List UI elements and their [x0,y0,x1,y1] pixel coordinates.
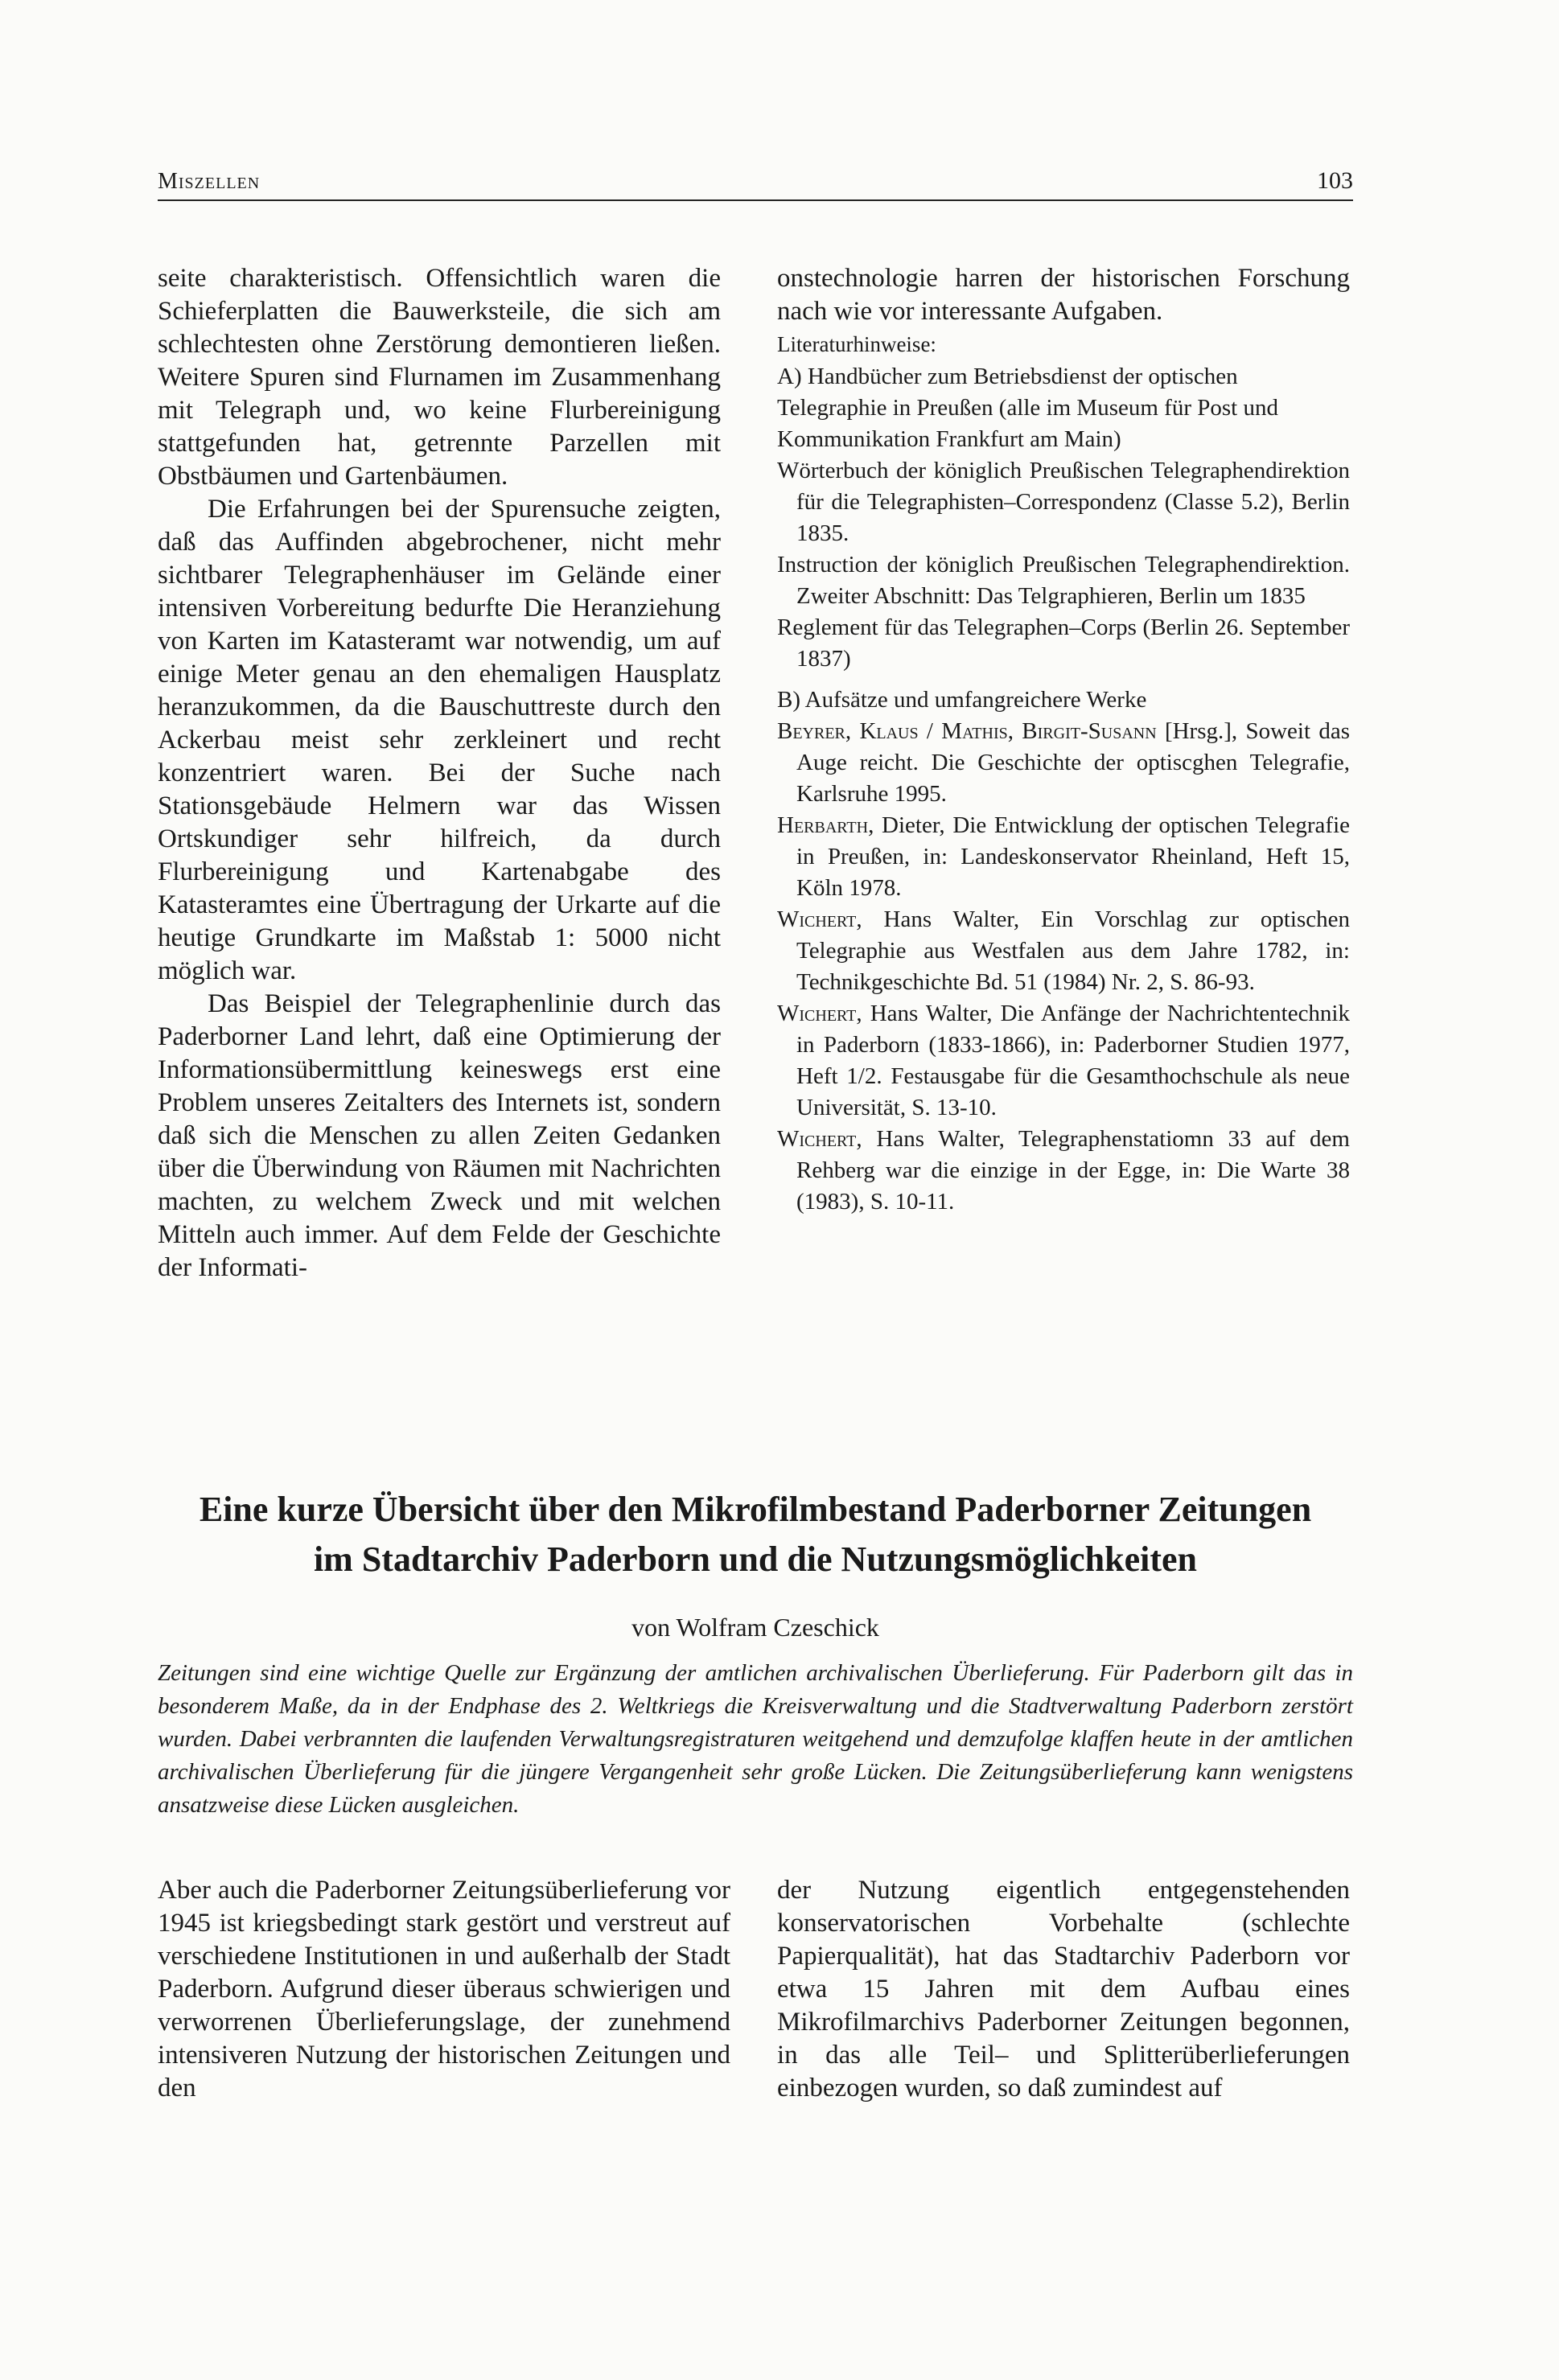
page-number: 103 [1317,167,1353,194]
reference-item [777,998,1350,1124]
reference-item [777,716,1350,810]
reference-item: Instruction der königlich Preußischen Telegraphendirektion. Zweiter Abschnitt: Das Telgraphieren, Berlin um 1835 [777,552,1350,609]
literature-heading: Literaturhinweise: [777,332,936,356]
reference-author: Wichert, [777,1126,862,1152]
reference-item: Wörterbuch der königlich Preußischen Telegraphendirektion für die Telegraphisten–Correspondenz (Classe 5.2), Berlin 1835. [777,458,1350,546]
article-title-line-1: Eine kurze Übersicht über den Mikrofilmbestand Paderborner Zeitungen [199,1490,1312,1529]
reference-item [777,810,1350,904]
reference-author: Herbarth, [777,812,874,838]
reference-author: Wichert, [777,906,862,932]
reference-item [777,1124,1350,1218]
paragraph: Das Beispiel der Telegraphenlinie durch das Paderborner Land lehrt, daß eine Optimierung der Informationsübermittlung keineswegs erst eine Problem unseres Zeitalters des Internets ist, sondern daß sich die Menschen zu allen Zeiten Gedanken über die Überwindung von Räumen mit Nachrichten machten, zu welchem Zweck und mit welchen Mitteln auch immer. Auf dem Felde der Geschichte der Informati- [158,989,721,1282]
reference-text: Dieter, Die Entwicklung der optischen Telegrafie in Preußen, in: Landeskonservator Rheinland, Heft 15, Köln 1978. [796,812,1350,901]
reference-text: [Hrsg.], Soweit das Auge reicht. Die Geschichte der optiscghen Telegrafie, Karlsruhe 1995. [796,718,1350,807]
reference-author: Wichert, [777,1001,862,1026]
left-column [158,262,721,1285]
reference-text: Hans Walter, Ein Vorschlag zur optischen Telegraphie aus Westfalen aus dem Jahre 1782, in: Technikgeschichte Bd. 51 (1984) Nr. 2, S. 86-93. [796,906,1350,995]
section-title: Miszellen [158,169,261,194]
article-body-left [158,1874,730,2105]
paragraph: onstechnologie harren der historischen Forschung nach wie vor interessante Aufgaben. [777,264,1350,326]
article-body-right [777,1874,1350,2105]
article-author: von Wolfram Czeschick [631,1613,879,1642]
reference-item [777,904,1350,998]
section-b-title: B) Aufsätze und umfangreichere Werke [777,687,1147,713]
reference-item: Reglement für das Telegraphen–Corps (Berlin 26. September 1837) [777,615,1350,672]
reference-author: Beyrer, Klaus / Mathis, Birgit-Susann [777,718,1157,744]
paragraph: seite charakteristisch. Offensichtlich waren die Schieferplatten die Bauwerksteile, die sich am schlechtesten ohne Zerstörung demontieren ließen. Weitere Spuren sind Flurnamen im Zusammenhang mit Telegraph und, wo keine Flurbereinigung stattgefunden hat, getrennte Parzellen mit Obstbäumen und Gartenbäumen. [158,264,721,491]
paragraph: Aber auch die Paderborner Zeitungsüberlieferung vor 1945 ist kriegsbedingt stark gestört und verstreut auf verschiedene Institutionen in und außerhalb der Stadt Paderborn. Aufgrund dieser überaus schwierigen und verworrenen Überlieferungslage, der zunehmend intensiveren Nutzung der historischen Zeitungen und den [158,1876,730,2103]
reference-text: Hans Walter, Die Anfänge der Nachrichtentechnik in Paderborn (1833-1866), in: Paderborner Studien 1977, Heft 1/2. Festausgabe für die Gesamthochschule als neue Universität, S. 13-10. [796,1001,1350,1120]
article-abstract: Zeitungen sind eine wichtige Quelle zur Ergänzung der amtlichen archivalischen Überlieferung. Für Paderborn gilt das in besonderem Maße, da in der Endphase des 2. Weltkriegs die Kreisverwaltung und die Stadtverwaltung Paderborn zerstört wurden. Dabei verbrannten die laufenden Verwaltungsregistraturen weitgehend und demzufolge klaffen heute in der amtlichen archivalischen Überlieferung für die jüngere Vergangenheit sehr große Lücken. Die Zeitungsüberlieferung kann wenigstens ansatzweise diese Lücken ausgleichen. [158,1660,1353,1818]
paragraph: der Nutzung eigentlich entgegenstehenden konservatorischen Vorbehalte (schlechte Papierqualität), hat das Stadtarchiv Paderborn vor etwa 15 Jahren mit dem Aufbau eines Mikrofilmarchivs Paderborner Zeitungen begonnen, in das alle Teil– und Splitterüberlieferungen einbezogen wurden, so daß zumindest auf [777,1876,1350,2103]
article-title [158,1485,1353,1585]
running-header [158,158,1353,201]
reference-text: Hans Walter, Telegraphenstatiomn 33 auf dem Rehberg war die einzige in der Egge, in: Die Warte 38 (1983), S. 10-11. [796,1126,1350,1215]
paragraph: Die Erfahrungen bei der Spurensuche zeigten, daß das Auffinden abgebrochener, nicht mehr sichtbarer Telegraphenhäuser im Gelände einer intensiven Vorbereitung bedurfte Die Heranziehung von Karten im Katasteramt war notwendig, um auf einige Meter genau an den ehemaligen Hausplatz heranzukommen, da die Bauschuttreste durch den Ackerbau meist sehr zerkleinert und recht konzentriert waren. Bei der Suche nach Stationsgebäude Helmern war das Wissen Ortskundiger sehr hilfreich, da durch Flurbereinigung und Kartenabgabe des Katasteramtes eine Übertragung der Urkarte auf die heutige Grundkarte im Maßstab 1: 5000 nicht möglich war. [158,495,721,985]
article-title-line-2: im Stadtarchiv Paderborn und die Nutzungsmöglichkeiten [313,1539,1198,1579]
right-column [777,262,1350,1218]
section-a-title: A) Handbücher zum Betriebsdienst der optischen Telegraphie in Preußen (alle im Museum für Post und Kommunikation Frankfurt am Main) [777,364,1278,452]
